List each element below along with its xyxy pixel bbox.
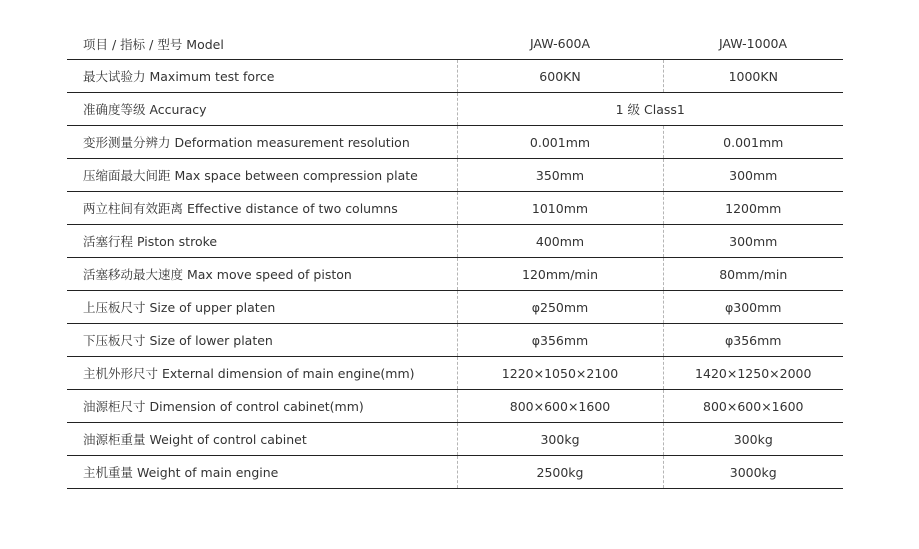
table-row bbox=[67, 456, 843, 489]
row-label: 上压板尺寸 Size of upper platen bbox=[67, 291, 457, 324]
table-row bbox=[67, 357, 843, 390]
row-value-a: 800×600×1600 bbox=[457, 390, 663, 423]
row-label: 主机外形尺寸 External dimension of main engine(mm) bbox=[67, 357, 457, 390]
row-value-a: 600KN bbox=[457, 60, 663, 93]
table-row bbox=[67, 126, 843, 159]
row-value-b: 80mm/min bbox=[663, 258, 843, 291]
row-value-a: φ250mm bbox=[457, 291, 663, 324]
row-value-a: 400mm bbox=[457, 225, 663, 258]
table-header-row bbox=[67, 28, 843, 60]
header-model-a: JAW-600A bbox=[457, 28, 663, 60]
table-row bbox=[67, 159, 843, 192]
table-row bbox=[67, 192, 843, 225]
row-value-a: φ356mm bbox=[457, 324, 663, 357]
row-value-b: 0.001mm bbox=[663, 126, 843, 159]
row-label: 活塞行程 Piston stroke bbox=[67, 225, 457, 258]
row-value-b: 1200mm bbox=[663, 192, 843, 225]
table-row bbox=[67, 60, 843, 93]
row-value-b: 300kg bbox=[663, 423, 843, 456]
row-value-b: φ300mm bbox=[663, 291, 843, 324]
table-row bbox=[67, 225, 843, 258]
table-row bbox=[67, 423, 843, 456]
header-label: 项目 / 指标 / 型号 Model bbox=[67, 28, 457, 60]
row-label: 准确度等级 Accuracy bbox=[67, 93, 457, 126]
table-row bbox=[67, 93, 843, 126]
row-label: 主机重量 Weight of main engine bbox=[67, 456, 457, 489]
table-row bbox=[67, 291, 843, 324]
table-row bbox=[67, 324, 843, 357]
row-value-a: 1220×1050×2100 bbox=[457, 357, 663, 390]
row-label: 最大试验力 Maximum test force bbox=[67, 60, 457, 93]
row-value-a: 350mm bbox=[457, 159, 663, 192]
row-value-a: 120mm/min bbox=[457, 258, 663, 291]
spec-table bbox=[67, 28, 843, 489]
row-value-b: 800×600×1600 bbox=[663, 390, 843, 423]
table-row bbox=[67, 390, 843, 423]
table-row bbox=[67, 258, 843, 291]
row-value-merged: 1 级 Class1 bbox=[457, 93, 843, 126]
header-model-b: JAW-1000A bbox=[663, 28, 843, 60]
row-label: 下压板尺寸 Size of lower platen bbox=[67, 324, 457, 357]
row-value-a: 0.001mm bbox=[457, 126, 663, 159]
row-value-b: 1420×1250×2000 bbox=[663, 357, 843, 390]
row-label: 变形测量分辨力 Deformation measurement resolution bbox=[67, 126, 457, 159]
row-label: 活塞移动最大速度 Max move speed of piston bbox=[67, 258, 457, 291]
row-value-b: φ356mm bbox=[663, 324, 843, 357]
row-label: 两立柱间有效距离 Effective distance of two columns bbox=[67, 192, 457, 225]
row-value-a: 1010mm bbox=[457, 192, 663, 225]
row-value-a: 2500kg bbox=[457, 456, 663, 489]
row-label: 压缩面最大间距 Max space between compression plate bbox=[67, 159, 457, 192]
row-value-b: 3000kg bbox=[663, 456, 843, 489]
row-value-b: 300mm bbox=[663, 225, 843, 258]
row-label: 油源柜重量 Weight of control cabinet bbox=[67, 423, 457, 456]
row-label: 油源柜尺寸 Dimension of control cabinet(mm) bbox=[67, 390, 457, 423]
row-value-a: 300kg bbox=[457, 423, 663, 456]
row-value-b: 300mm bbox=[663, 159, 843, 192]
row-value-b: 1000KN bbox=[663, 60, 843, 93]
